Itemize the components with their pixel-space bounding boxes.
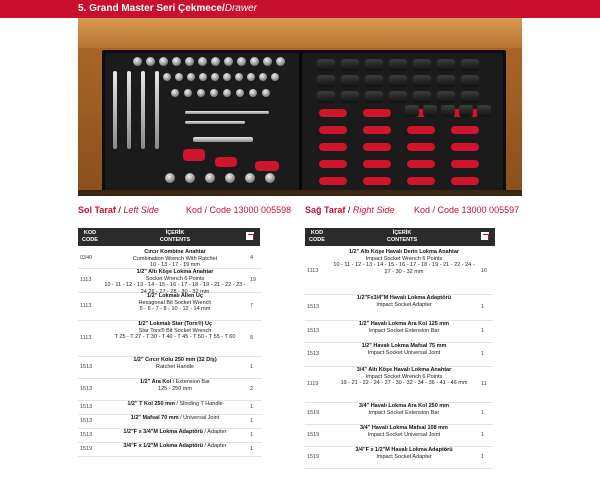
row-code: 1119: [307, 380, 319, 387]
row-description: / Slinding T Handle: [176, 401, 223, 407]
row-code: 1519: [80, 445, 93, 452]
row-quantity: 7: [250, 302, 254, 309]
socket-icon: [211, 73, 219, 81]
right-side-en: Right Side: [352, 205, 395, 215]
row-contents: [104, 357, 246, 370]
row-code: 1113: [307, 267, 319, 274]
row-title: 1/2" Havalı Lokma Mafsal 75 mm: [361, 343, 447, 349]
drawer-bottom: [78, 190, 522, 196]
impact-socket-icon: [341, 91, 359, 103]
row-quantity: 4: [250, 254, 254, 261]
table-row: [305, 342, 493, 367]
red-holder-icon: [319, 143, 347, 151]
socket-icon: [210, 89, 218, 97]
row-contents: [104, 415, 246, 422]
drawer-photo: [78, 18, 522, 196]
wrench-icon: [127, 71, 131, 149]
row-quantity: 19: [250, 276, 257, 283]
right-table-header: [305, 228, 495, 246]
foam-tray: [102, 50, 506, 196]
row-title: 1/2" Ara Kol: [140, 379, 172, 385]
red-holder-icon: [451, 177, 479, 185]
row-description: Ratchet Handle: [156, 363, 194, 370]
socket-icon: [224, 57, 233, 66]
row-code: 1113: [80, 334, 92, 341]
row-title: 3/4" Havalı Lokma Ara Kol 250 mm: [358, 403, 450, 409]
row-contents: [104, 401, 246, 408]
extension-bar-icon: [185, 111, 269, 114]
right-col-icerik-label: İÇERİK: [392, 230, 412, 236]
left-col-kod: KOD CODE: [82, 230, 98, 243]
row-description: Impact Socket Wrench 6 Points: [365, 255, 443, 262]
row-description: Hexagonal Bit Socket Wrench: [138, 299, 212, 306]
row-contents: [104, 249, 246, 269]
row-contents: [331, 343, 477, 356]
table-row: [305, 402, 493, 425]
row-description: / Adapter: [204, 429, 227, 435]
row-contents: [104, 293, 246, 313]
red-holder-icon: [319, 126, 347, 134]
row-code: 0340: [80, 254, 93, 261]
socket-icon: [187, 73, 195, 81]
row-description: / Adapter: [204, 443, 227, 449]
table-row: [78, 442, 262, 457]
left-side-heading: Sol Taraf / Left Side: [78, 205, 159, 215]
impact-socket-icon: [317, 91, 335, 103]
row-contents: [331, 367, 477, 387]
impact-socket-icon: [437, 75, 455, 87]
title-bar: [0, 0, 600, 18]
impact-socket-icon: [317, 59, 335, 71]
tray-divider: [299, 53, 302, 193]
table-row: [305, 294, 493, 321]
row-code: 1513: [80, 417, 93, 424]
red-holder-icon: [363, 109, 391, 117]
left-col-contents-label: CONTENTS: [159, 236, 191, 243]
left-col-icerik-label: İÇERİK: [165, 230, 185, 236]
red-holder-icon: [407, 160, 435, 168]
socket-icon: [184, 89, 192, 97]
title-italic: Drawer: [224, 3, 257, 14]
right-side-tr: Sağ Taraf: [305, 205, 346, 215]
left-side-tr: Sol Taraf: [78, 205, 116, 215]
socket-icon: [133, 57, 142, 66]
socket-icon: [247, 73, 255, 81]
impact-socket-icon: [389, 59, 407, 71]
left-table-header: [78, 228, 260, 246]
row-quantity: 1: [250, 403, 254, 410]
red-holder-icon: [451, 160, 479, 168]
row-description: Combination Wrench With Ratchet: [132, 255, 218, 262]
impact-socket-icon: [423, 105, 437, 117]
row-contents: [331, 403, 477, 416]
row-quantity: 16: [481, 267, 488, 274]
row-title: Cırcır Kombine Anahtar: [144, 249, 206, 255]
table-row: [78, 356, 262, 379]
socket-icon: [237, 57, 246, 66]
page-title: [78, 3, 257, 14]
red-holder-icon: [319, 177, 347, 185]
row-title: 1/2" Altı Köşe Havalı Derin Lokma Anahtar: [348, 249, 460, 255]
impact-socket-icon: [365, 91, 383, 103]
red-label-icon: [215, 157, 237, 167]
socket-icon: [236, 89, 244, 97]
impact-socket-icon: [317, 75, 335, 87]
right-col-contents: [329, 230, 475, 243]
socket-icon: [175, 73, 183, 81]
red-holder-icon: [319, 160, 347, 168]
socket-icon: [245, 173, 255, 183]
left-col-contents: [102, 230, 248, 243]
row-quantity: 1: [250, 417, 254, 424]
row-contents: [331, 295, 477, 308]
socket-icon: [165, 173, 175, 183]
row-title: 1/2" Cırcır Kolu 250 mm (32 Diş): [133, 357, 217, 363]
row-code: 1513: [80, 431, 93, 438]
row-description: / Extension Bar: [172, 379, 210, 385]
table-row: [305, 446, 493, 469]
socket-icon: [263, 57, 272, 66]
socket-icon: [249, 89, 257, 97]
corner-bracket-icon: [481, 232, 489, 240]
socket-icon: [223, 73, 231, 81]
row-quantity: 2: [250, 385, 254, 392]
row-quantity: 1: [481, 453, 485, 460]
impact-socket-icon: [477, 105, 491, 117]
row-contents: [331, 447, 477, 460]
row-detail: 125 - 250 mm: [158, 385, 192, 392]
red-label-icon: [255, 161, 279, 171]
wrench-icon: [155, 71, 159, 149]
red-holder-icon: [407, 143, 435, 151]
row-title: 1/2" Lokmalı Star (Torx®) Uç: [137, 321, 213, 327]
socket-icon: [171, 89, 179, 97]
left-kod: Kod / Code 13000 005598: [186, 205, 292, 215]
table-row: [78, 428, 262, 443]
impact-socket-icon: [413, 75, 431, 87]
row-description: Impact Socket Universal Joint: [367, 349, 441, 356]
row-title: 3/4" Havalı Lokma Mafsal 108 mm: [360, 425, 448, 431]
row-code: 1513: [307, 327, 320, 334]
row-detail: 5 - 6 - 7 - 8 - 10 - 12 - 14 mm: [139, 306, 211, 312]
row-code: 1519: [307, 409, 320, 416]
socket-icon: [198, 57, 207, 66]
row-quantity: 1: [250, 363, 254, 370]
table-row: [78, 320, 262, 357]
table-row: [78, 414, 262, 429]
table-row: [305, 320, 493, 343]
row-title: 3/4"F x 1/2"M Lokma Adaptörü: [123, 443, 204, 449]
red-holder-icon: [363, 143, 391, 151]
impact-socket-icon: [341, 59, 359, 71]
left-side-en: Left Side: [123, 205, 159, 215]
row-quantity: 1: [481, 327, 485, 334]
row-description: Impact Socket Wrench 6 Points: [365, 373, 443, 380]
row-quantity: 1: [250, 431, 254, 438]
row-title: 1/2" Havalı Lokma Ara Kol 125 mm: [358, 321, 450, 327]
socket-icon: [235, 73, 243, 81]
socket-icon: [159, 57, 168, 66]
right-col-contents-label: CONTENTS: [386, 236, 418, 243]
row-detail: 19 - 21 - 22 - 24 - 27 - 30 - 32 - 34 - 36 - 41 - 46 mm: [340, 380, 468, 386]
row-code: 1513: [80, 385, 93, 392]
row-title: 1/2" Mafsal 70 mm: [130, 415, 179, 421]
row-description: Impact Socket Extension Bar: [368, 327, 440, 334]
socket-icon: [163, 73, 171, 81]
socket-icon: [259, 73, 267, 81]
row-quantity: 11: [481, 380, 487, 387]
table-row: [78, 248, 262, 269]
socket-icon: [199, 73, 207, 81]
right-col-kod: KOD CODE: [309, 230, 325, 243]
row-description: Impact Socket Adapter: [376, 301, 432, 308]
socket-icon: [172, 57, 181, 66]
row-title: 3/4" Altı Köşe Havalı Lokma Anahtar: [356, 367, 452, 373]
socket-icon: [262, 89, 270, 97]
socket-icon: [205, 173, 215, 183]
impact-socket-icon: [365, 59, 383, 71]
impact-socket-icon: [413, 91, 431, 103]
right-side-heading: Sağ Taraf / Right Side: [305, 205, 395, 215]
impact-socket-icon: [459, 105, 473, 117]
row-description: / Universal Joint: [180, 415, 220, 421]
socket-icon: [211, 57, 220, 66]
red-holder-icon: [407, 177, 435, 185]
row-contents: [331, 321, 477, 334]
row-title: 1/2"Fx3/4"M Havalı Lokma Adaptörü: [356, 295, 452, 301]
row-description: Impact Socket Extension Bar: [368, 409, 440, 416]
impact-socket-icon: [461, 59, 479, 71]
red-holder-icon: [363, 126, 391, 134]
red-holder-icon: [363, 177, 391, 185]
socket-icon: [271, 73, 279, 81]
red-holder-icon: [451, 143, 479, 151]
socket-icon: [225, 173, 235, 183]
right-contents-table: [305, 228, 495, 480]
row-detail: 10 - 13 - 17 - 19 mm: [150, 262, 200, 268]
row-quantity: 1: [481, 409, 485, 416]
row-code: 1519: [307, 431, 320, 438]
socket-icon: [146, 57, 155, 66]
impact-socket-icon: [413, 59, 431, 71]
row-code: 1513: [307, 303, 320, 310]
row-title: 1/2" T Kol 250 mm: [127, 401, 175, 407]
socket-icon: [197, 89, 205, 97]
wrench-icon: [141, 71, 145, 149]
socket-icon: [265, 173, 275, 183]
ratchet-handle-icon: [193, 137, 253, 142]
right-kod: Kod / Code 13000 005597: [414, 205, 520, 215]
row-contents: [331, 425, 477, 438]
red-holder-icon: [407, 126, 435, 134]
row-code: 1519: [307, 453, 320, 460]
row-quantity: 1: [481, 303, 485, 310]
socket-icon: [250, 57, 259, 66]
impact-socket-icon: [461, 91, 479, 103]
row-title: 1/2" Altı Köşe Lokma Anahtar: [136, 269, 214, 275]
impact-socket-icon: [389, 75, 407, 87]
row-contents: [104, 429, 246, 436]
row-quantity: 8: [250, 334, 254, 341]
red-holder-icon: [451, 126, 479, 134]
row-quantity: 1: [481, 350, 485, 357]
row-description: Impact Socket Universal Joint: [367, 431, 441, 438]
row-detail: T 25 - T 27 - T 30 - T 40 - T 45 - T 50 - T 55 - T 60: [114, 334, 236, 340]
row-title: 3/4"F x 1/2"M Havalı Lokma Adaptörü: [355, 447, 453, 453]
table-row: [78, 292, 262, 321]
socket-icon: [185, 57, 194, 66]
row-description: Star Torx® Bit Socket Wrench: [138, 327, 212, 334]
row-code: 1513: [307, 350, 320, 357]
title-main: 5. Grand Master Seri Çekmece/: [78, 3, 225, 14]
table-row: [78, 400, 262, 415]
impact-socket-icon: [437, 59, 455, 71]
impact-socket-icon: [437, 91, 455, 103]
row-code: 1513: [80, 363, 93, 370]
row-contents: [104, 443, 246, 450]
left-contents-table: [78, 228, 260, 480]
row-title: 1/2" Lokmalı Allen Uç: [147, 293, 203, 299]
socket-icon: [223, 89, 231, 97]
extension-bar-icon: [185, 121, 245, 124]
table-row: [305, 424, 493, 447]
row-contents: [331, 249, 477, 275]
table-row: [305, 366, 493, 403]
impact-socket-icon: [441, 105, 455, 117]
impact-socket-icon: [461, 75, 479, 87]
row-detail: 10 - 11 - 12 - 13 - 14 - 15 - 16 - 17 - 18 - 19 - 21 - 22 - 24 - 27 - 30 - 32 mm: [333, 262, 475, 275]
socket-icon: [185, 173, 195, 183]
drawer-lip: [78, 18, 522, 48]
row-contents: [104, 379, 246, 392]
socket-icon: [276, 57, 285, 66]
table-row: [78, 378, 262, 401]
wrench-icon: [113, 71, 117, 149]
row-code: 1113: [80, 276, 92, 283]
red-holder-icon: [319, 109, 347, 117]
corner-bracket-icon: [246, 232, 254, 240]
table-row: [305, 248, 493, 295]
impact-socket-icon: [365, 75, 383, 87]
row-detail: 10 - 11 - 12 - 13 - 14 - 15 - 16 - 17 - 18 - 19 - 21 - 22 - 23 - 24 26 - 27 - 28 - 30 - 32 mm: [104, 282, 246, 295]
row-description: Socket Wrench 6 Points: [145, 275, 205, 282]
table-row: [78, 268, 262, 293]
row-quantity: 1: [250, 445, 254, 452]
red-holder-icon: [363, 160, 391, 168]
row-code: 1513: [80, 403, 93, 410]
row-title: 1/2"F x 3/4"M Lokma Adaptörü: [123, 429, 204, 435]
red-label-icon: [183, 149, 205, 161]
row-code: 1113: [80, 302, 92, 309]
row-description: Impact Socket Adapter: [376, 453, 432, 460]
row-contents: [104, 321, 246, 341]
row-quantity: 1: [481, 431, 485, 438]
impact-socket-icon: [341, 75, 359, 87]
impact-socket-icon: [389, 91, 407, 103]
impact-socket-icon: [405, 105, 419, 117]
